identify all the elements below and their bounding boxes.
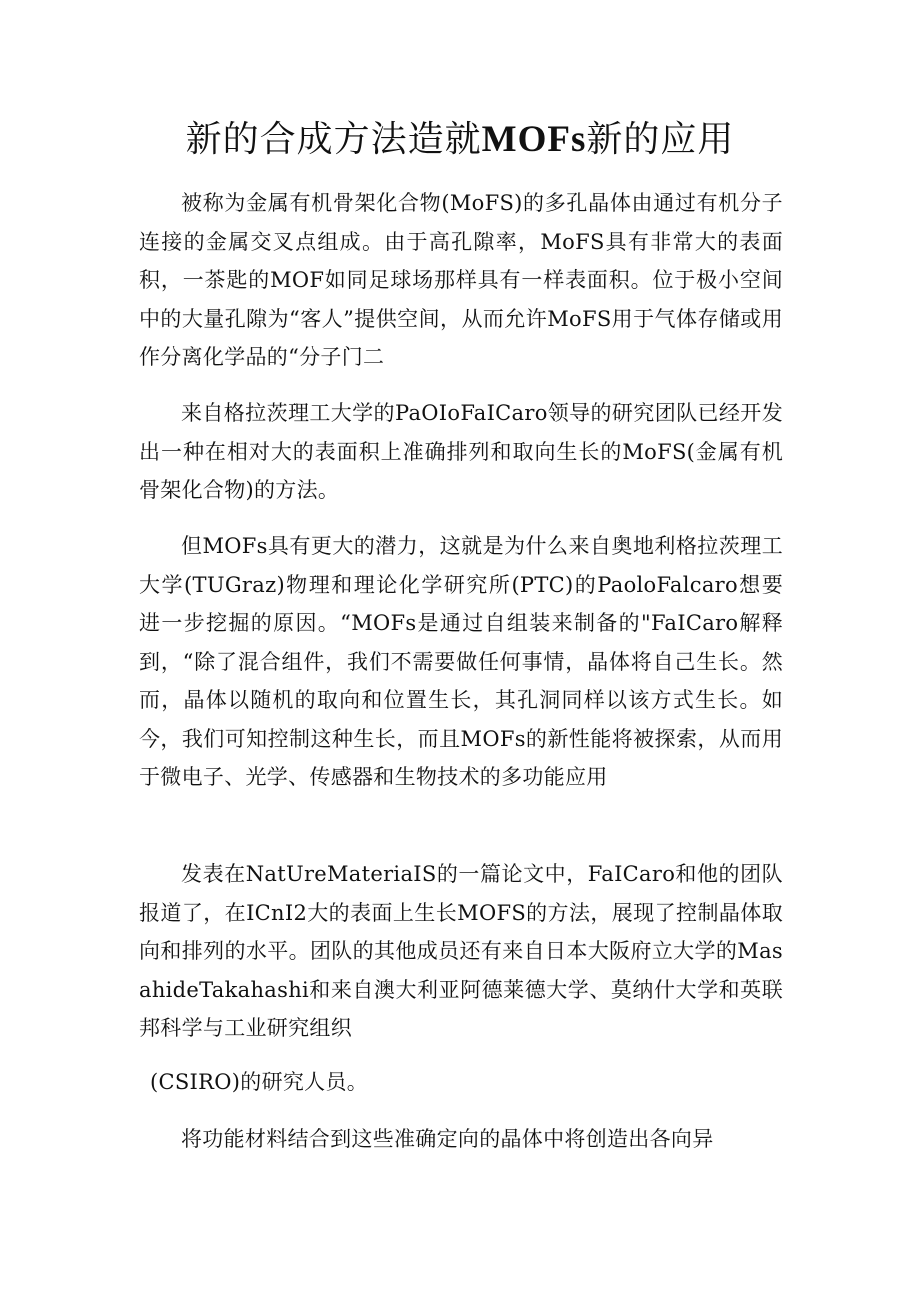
paragraph-3: 但MOFs具有更大的潜力，这就是为什么来自奥地利格拉茨理工大学(TUGraz)物理和理论化学研究所(PTC)的PaoloFalcaro想要进一步挖掘的原因。“MOFs是通过自组装来制备的"FaICaro解释到，“除了混合组件，我们不需要做任何事情，晶体将自己生长。然而，晶体以随机的取向和位置生长，其孔洞同样以该方式生长。如今，我们可知控制这种生长，而且MOFs的新性能将被探索，从而用于微电子、光学、传感器和生物技术的多功能应用 [139,534,783,789]
title-text-part2: MOFs [481,119,587,160]
paragraph-4: 发表在NatUreMateriaIS的一篇论文中，FaICaro和他的团队报道了，在ICnI2大的表面上生长MOFS的方法，展现了控制晶体取向和排列的水平。团队的其他成员还有来自日本大阪府立大学的MasahideTakahashi和来自澳大利亚阿德莱德大学、莫纳什大学和英联邦科学与工业研究组织 [139,862,783,1040]
document-title [0,112,920,168]
paragraph-5: (CSIRO)的研究人员。 [150,1070,369,1094]
paragraph-6: 将功能材料结合到这些准确定向的晶体中将创造出各向异 [181,1127,714,1151]
title-text-part3: 新的应用 [586,119,735,160]
paragraph-2: 来自格拉茨理工大学的PaOIoFaICaro领导的研究团队已经开发出一种在相对大的表面积上准确排列和取向生长的MoFS(金属有机骨架化合物)的方法。 [139,401,783,502]
title-text-part1: 新的合成方法造就 [185,119,482,160]
paragraph-1: 被称为金属有机骨架化合物(MoFS)的多孔晶体由通过有机分子连接的金属交叉点组成。由于高孔隙率，MoFS具有非常大的表面积，一茶匙的MOF如同足球场那样具有一样表面积。位于极小空间中的大量孔隙为“客人”提供空间，从而允许MoFS用于气体存储或用作分离化学品的“分子门二 [139,191,783,369]
